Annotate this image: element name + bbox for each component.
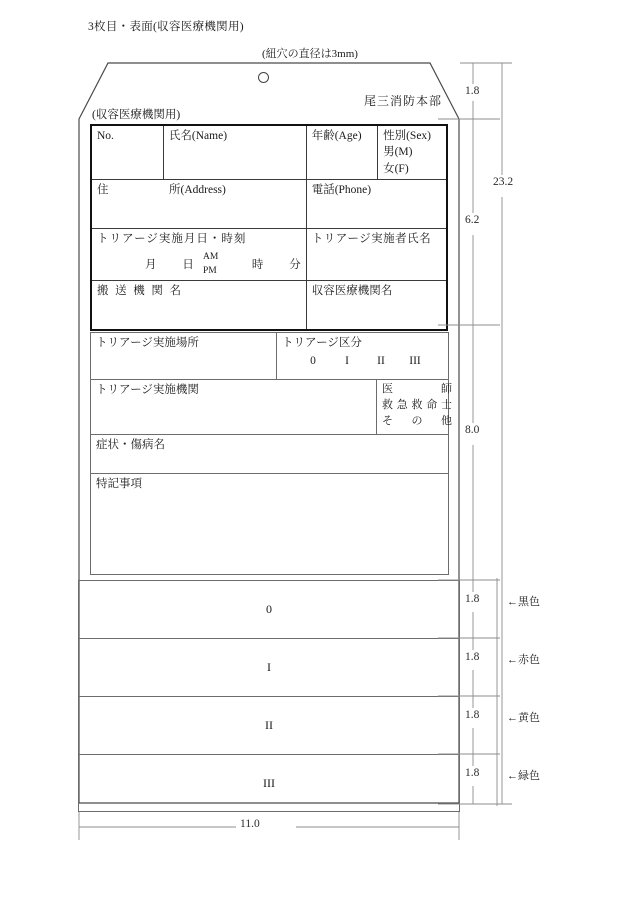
- receiving-hospital-label: 収容医療機関名: [311, 285, 393, 298]
- hour-unit: 時: [251, 258, 264, 271]
- tear-strip-red[interactable]: [78, 638, 460, 696]
- address-label-suffix: 所(Address): [169, 184, 226, 197]
- colour-note-red: ←赤色: [507, 654, 540, 666]
- table-row: [91, 474, 449, 575]
- staff-option-paramedic[interactable]: 救急救命士: [382, 398, 452, 411]
- category-option-2[interactable]: II: [377, 355, 385, 368]
- table-row: [91, 435, 449, 474]
- symptoms-label: 症状・傷病名: [96, 439, 165, 451]
- colour-note-black: ←黒色: [507, 596, 540, 608]
- triage-officer-label: トリアージ実施者氏名: [311, 233, 432, 246]
- sex-option-female[interactable]: 女(F): [383, 162, 409, 175]
- cell-triage-officer[interactable]: [306, 229, 447, 281]
- cell-staff-options[interactable]: [377, 380, 452, 435]
- dimension-block-a-height: 6.2: [465, 214, 480, 226]
- punch-hole-icon: [258, 72, 269, 83]
- ampm-selector[interactable]: [203, 250, 218, 280]
- category-option-3[interactable]: III: [409, 355, 421, 368]
- minute-unit: 分: [289, 258, 301, 271]
- dimension-strip-yellow: 1.8: [465, 709, 480, 721]
- sex-label: 性別(Sex): [383, 130, 432, 142]
- triage-category-options: [282, 354, 443, 368]
- phone-label: 電話(Phone): [311, 184, 372, 197]
- dimension-total-width: 11.0: [240, 818, 260, 830]
- age-label: 年齢(Age): [311, 130, 362, 142]
- patient-info-table: [90, 124, 448, 331]
- cell-number-label[interactable]: [91, 125, 163, 180]
- tear-strip-label: 0: [266, 602, 272, 616]
- dimension-strip-red: 1.8: [465, 651, 480, 663]
- cell-sex-label[interactable]: [378, 125, 447, 180]
- colour-note-yellow: ←黄色: [507, 712, 540, 724]
- colour-note-green: ←緑色: [507, 770, 540, 782]
- table-row: [91, 333, 449, 380]
- table-row: [91, 380, 449, 435]
- hole-diameter-note: (紐穴の直径は3mm): [262, 48, 358, 60]
- triage-organization-label: トリアージ実施機関: [96, 384, 199, 396]
- tear-strip-black[interactable]: [78, 580, 460, 638]
- triage-category-label: トリアージ区分: [282, 337, 362, 349]
- cell-name-label[interactable]: [163, 125, 306, 180]
- table-row: [91, 180, 447, 229]
- cell-receiving-hospital[interactable]: [306, 281, 447, 331]
- tear-strip-label: I: [267, 660, 271, 674]
- dimension-strip-green: 1.8: [465, 767, 480, 779]
- cell-transport-agency[interactable]: [91, 281, 306, 331]
- tear-strip-green[interactable]: [78, 754, 460, 812]
- category-option-1[interactable]: I: [345, 355, 349, 368]
- name-label: 氏名(Name): [168, 130, 228, 142]
- dimension-top-chamfer: 1.8: [465, 85, 480, 97]
- cell-symptoms[interactable]: [91, 435, 449, 474]
- cell-address[interactable]: [91, 180, 306, 229]
- dimension-block-b-height: 8.0: [465, 424, 480, 436]
- cell-triage-category[interactable]: [277, 333, 449, 380]
- tear-strip-label: III: [263, 775, 275, 790]
- am-label[interactable]: AM: [203, 252, 219, 263]
- no-label: No.: [97, 130, 114, 142]
- fire-department-name: 尾三消防本部: [363, 94, 442, 108]
- sheet-label: 3枚目・表面(収容医療機関用): [88, 21, 244, 33]
- transport-agency-label: 搬送機関名: [97, 285, 181, 298]
- remarks-label: 特記事項: [96, 478, 142, 490]
- address-label-kanji: 住: [97, 184, 109, 197]
- staff-option-doctor[interactable]: 医師: [382, 383, 452, 395]
- cell-triage-datetime[interactable]: [91, 229, 306, 281]
- table-row: [91, 281, 447, 331]
- cell-triage-organization[interactable]: [91, 380, 377, 435]
- table-row: [91, 125, 447, 180]
- cell-phone[interactable]: [306, 180, 447, 229]
- staff-option-other[interactable]: その他: [382, 414, 452, 427]
- cell-remarks[interactable]: [91, 474, 449, 575]
- tear-strip-yellow[interactable]: [78, 696, 460, 754]
- triage-tag: [78, 62, 460, 804]
- sex-option-male[interactable]: 男(M): [383, 146, 413, 159]
- intended-use-label: (収容医療機関用): [92, 109, 181, 121]
- day-unit: 日: [182, 258, 194, 271]
- category-option-0[interactable]: 0: [310, 355, 316, 368]
- triage-datetime-label: トリアージ実施月日・時刻: [97, 233, 247, 246]
- triage-place-label: トリアージ実施場所: [96, 337, 199, 349]
- triage-detail-table: [90, 332, 452, 575]
- month-unit: 月: [145, 258, 157, 271]
- cell-age-label[interactable]: [306, 125, 377, 180]
- dimension-strip-black: 1.8: [465, 593, 480, 605]
- table-row: [91, 229, 447, 281]
- pm-label[interactable]: PM: [203, 266, 217, 277]
- cell-triage-place[interactable]: [91, 333, 277, 380]
- dimension-total-height: 23.2: [493, 176, 514, 188]
- tear-strip-label: II: [265, 718, 273, 732]
